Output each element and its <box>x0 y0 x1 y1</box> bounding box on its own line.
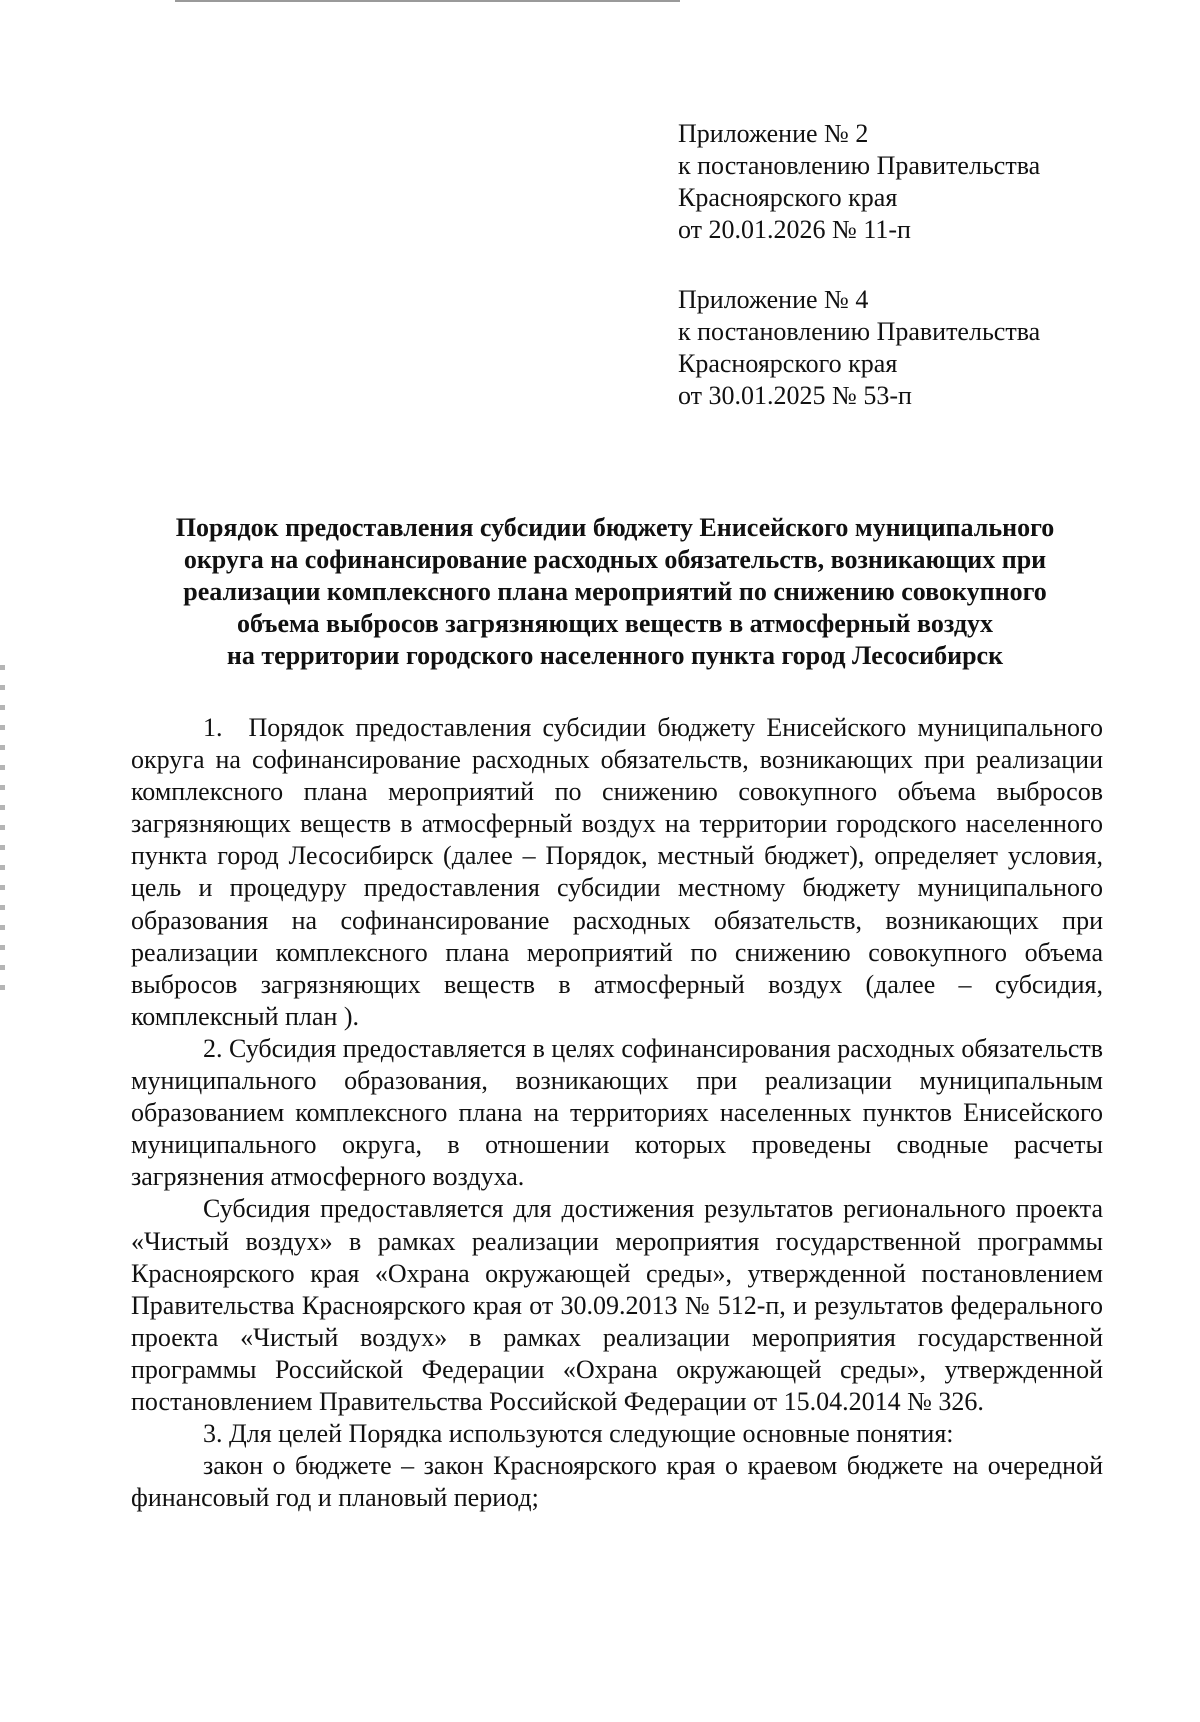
scan-edge-marks <box>0 665 5 1005</box>
appendix-current-ref: к постановлению Правительства <box>678 151 1041 180</box>
appendix-original-ref: к постановлению Правительства <box>678 317 1041 346</box>
title-line: реализации комплексного плана мероприятий по снижению совокупного <box>183 577 1047 606</box>
paragraph-2-continued: Субсидия предоставляется для достижения результатов регионального проекта «Чистый воздух» в рамках реализации мероприятия государственной программы Красноярского края «Охрана окружающей среды», утвержденной постановлением Правительства Красноярского края от 30.09.2013 № 512-п, и результатов федерального проекта «Чистый воздух» в рамках реализации мероприятия государственной программы Российской Федерации «Охрана окружающей среды», утвержденной постановлением Правительства Российской Федерации от 15.04.2014 № 326. <box>131 1194 1103 1416</box>
appendix-original-date: от 30.01.2025 № 53-п <box>678 381 912 410</box>
title-line: округа на софинансирование расходных обязательств, возникающих при <box>183 545 1047 574</box>
appendix-original-block <box>678 284 1040 412</box>
paragraph-2: 2. Субсидия предоставляется в целях софинансирования расходных обязательств муниципального образования, возникающих при реализации муниципальным образованием комплексного плана на территориях населенных пунктов Енисейского муниципального округа, в отношении которых проведены сводные расчеты загрязнения атмосферного воздуха. <box>131 1033 1103 1192</box>
title-line: объема выбросов загрязняющих веществ в атмосферный воздух <box>236 609 994 638</box>
appendix-original-region: Красноярского края <box>678 349 898 378</box>
definition-budget-law: закон о бюджете – закон Красноярского края о краевом бюджете на очередной финансовый год и плановый период; <box>131 1451 1103 1513</box>
document-title <box>125 512 1105 672</box>
appendix-current-block <box>678 118 1040 246</box>
scan-top-rule <box>175 0 680 2</box>
appendix-current-date: от 20.01.2026 № 11-п <box>678 215 911 244</box>
document-body <box>131 712 1103 1514</box>
appendix-current-number: Приложение № 2 <box>678 119 869 148</box>
paragraph-3: 3. Для целей Порядка используются следующие основные понятия: <box>203 1419 954 1449</box>
title-line: на территории городского населенного пункта город Лесосибирск <box>226 641 1004 670</box>
title-line: Порядок предоставления субсидии бюджету Енисейского муниципального <box>175 513 1055 542</box>
appendix-original-number: Приложение № 4 <box>678 285 869 314</box>
paragraph-1: 1. Порядок предоставления субсидии бюджету Енисейского муниципального округа на софинансирование расходных обязательств, возникающих при реализации комплексного плана мероприятий по снижению совокупного объема выбросов загрязняющих веществ в атмосферный воздух на территории городского населенного пункта город Лесосибирск (далее – Порядок, местный бюджет), определяет условия, цель и процедуру предоставления субсидии местному бюджету муниципального образования на софинансирование расходных обязательств, возникающих при реализации комплексного плана мероприятий по снижению совокупного объема выбросов загрязняющих веществ в атмосферный воздух (далее – субсидия, комплексный план ). <box>131 713 1103 1031</box>
appendix-current-region: Красноярского края <box>678 183 898 212</box>
